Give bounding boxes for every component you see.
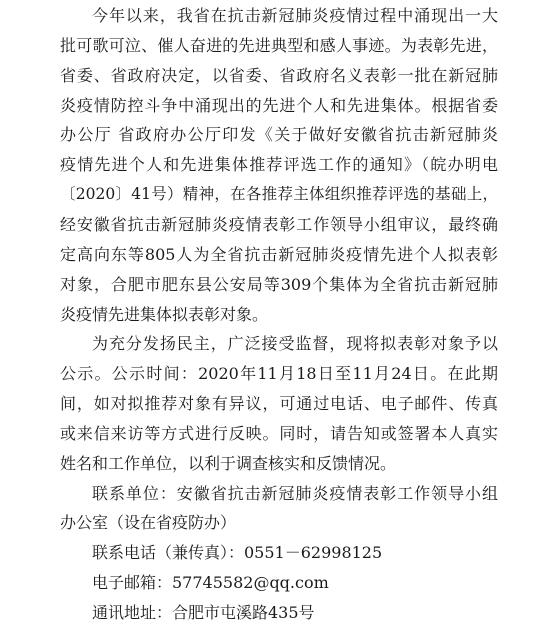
paragraph-2-line-4: 或来信来访等方式进行反映。同时，请告知或签署本人真实: [60, 423, 498, 443]
paragraph-2-line-1: 为充分发扬民主，广泛接受监督，现将拟表彰对象予以: [92, 334, 498, 354]
contact-email: 电子邮箱：57745582@qq.com: [92, 573, 329, 593]
paragraph-1-line-7: 〔2020〕41号）精神，在各推荐主体组织推荐评选的基础上，: [60, 185, 498, 204]
paragraph-2-line-3: 间，如对拟推荐对象有异议，可通过电话、电子邮件、传真: [60, 394, 498, 414]
contact-phone: 联系电话（兼传真）：0551－62998125: [92, 543, 383, 563]
paragraph-2-line-2: 公示。公示时间：2020年11月18日至11月24日。在此期: [60, 364, 498, 384]
paragraph-1-line-6: 疫情先进个人和先进集体推荐评选工作的通知》（皖办明电: [60, 155, 498, 175]
paragraph-1-line-8: 经安徽省抗击新冠肺炎疫情表彰工作领导小组审议，最终确: [60, 214, 498, 234]
paragraph-2-line-5: 姓名和工作单位，以利于调查核实和反馈情况。: [60, 453, 397, 473]
paragraph-1-line-9: 定高向东等805人为全省抗击新冠肺炎疫情先进个人拟表彰: [60, 244, 498, 264]
paragraph-1-line-2: 批可歌可泣、催人奋进的先进典型和感人事迹。为表彰先进，: [60, 35, 498, 55]
paragraph-1-line-11: 炎疫情先进集体拟表彰对象。: [60, 304, 269, 324]
paragraph-1-line-4: 炎疫情防控斗争中涌现出的先进个人和先进集体。根据省委: [60, 95, 498, 115]
paragraph-1-line-10: 对象，合肥市肥东县公安局等309个集体为全省抗击新冠肺: [60, 274, 498, 294]
paragraph-1-line-1: 今年以来，我省在抗击新冠肺炎疫情过程中涌现出一大: [92, 6, 498, 25]
contact-unit-line-2: 办公室（设在省疫防办）: [60, 513, 237, 533]
contact-unit-line-1: 联系单位：安徽省抗击新冠肺炎疫情表彰工作领导小组: [92, 483, 498, 503]
paragraph-1-line-5: 办公厅 省政府办公厅印发《关于做好安徽省抗击新冠肺炎: [60, 125, 498, 145]
paragraph-1-line-3: 省委、省政府决定，以省委、省政府名义表彰一批在新冠肺: [60, 65, 498, 85]
contact-address: 通讯地址：合肥市屯溪路435号: [92, 603, 315, 622]
